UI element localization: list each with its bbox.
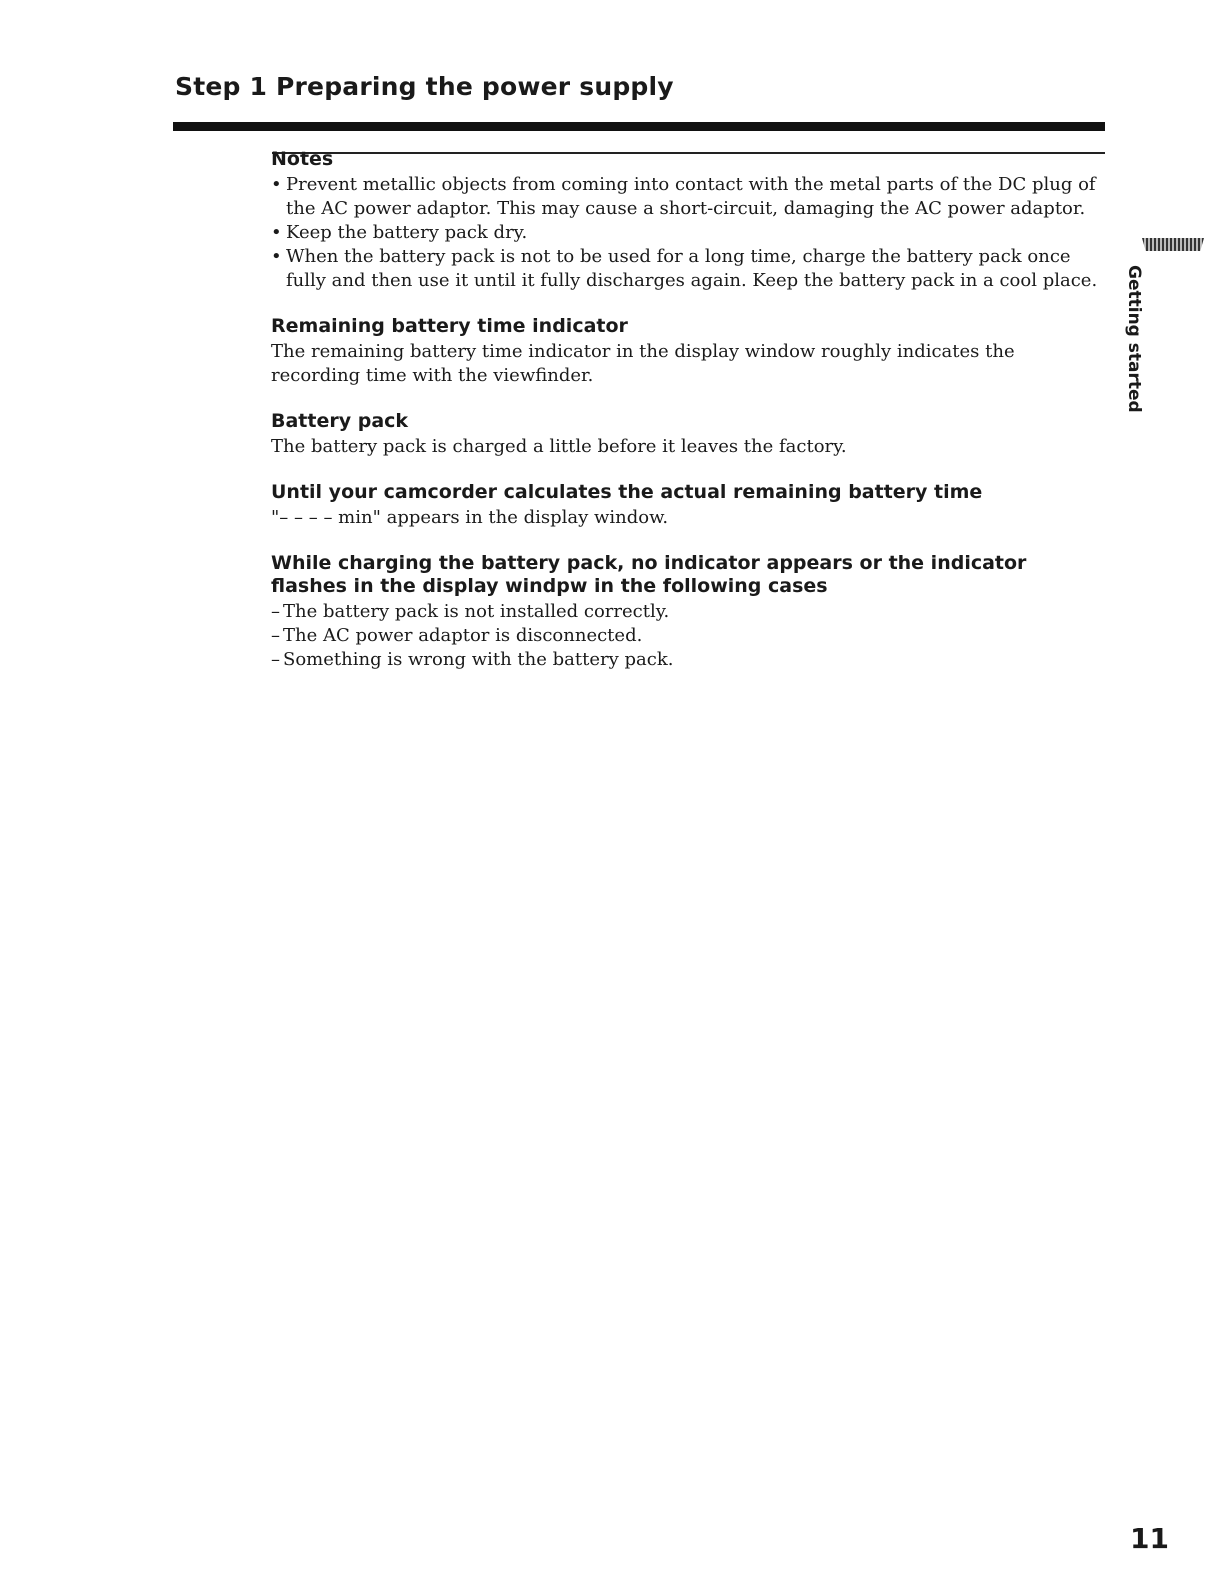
- note-text: When the battery pack is not to be used for a long time, charge the battery pack once fully and then use it until it fully discharges again. Keep the battery pack in a cool place.: [286, 246, 1098, 291]
- section-charging-cases: [271, 552, 1101, 672]
- bullet-icon: •: [271, 174, 282, 195]
- section-heading: Remaining battery time indicator: [271, 315, 628, 337]
- list-item: [271, 600, 1101, 624]
- notes-heading: Notes: [271, 148, 334, 170]
- page-number: 11: [1130, 1522, 1169, 1555]
- title-rule: [173, 122, 1105, 131]
- section-remaining-time: [271, 315, 1101, 388]
- list-item: [271, 173, 1101, 221]
- note-text: Keep the battery pack dry.: [286, 222, 528, 243]
- bullet-icon: •: [271, 222, 282, 243]
- section-calculating-time: [271, 481, 1101, 530]
- section-heading: Until your camcorder calculates the actual remaining battery time: [271, 481, 983, 503]
- chapter-side-label: Getting started: [1124, 265, 1144, 413]
- section-body: The remaining battery time indicator in the display window roughly indicates the recording time with the viewfinder.: [271, 341, 1015, 386]
- dash-icon: –: [271, 601, 280, 622]
- section-heading: Battery pack: [271, 410, 409, 432]
- section-heading: While charging the battery pack, no indicator appears or the indicator flashes in the display windpw in the following cases: [271, 552, 1027, 597]
- list-item: [271, 221, 1101, 245]
- list-item: [271, 624, 1101, 648]
- content: [271, 146, 1101, 672]
- dash-icon: –: [271, 649, 280, 670]
- case-text: The battery pack is not installed correctly.: [283, 601, 670, 622]
- dash-icon: –: [271, 625, 280, 646]
- chapter-tab-marker: [1142, 238, 1204, 251]
- case-text: The AC power adaptor is disconnected.: [283, 625, 643, 646]
- list-item: [271, 245, 1101, 293]
- section-battery-pack: [271, 410, 1101, 459]
- bullet-icon: •: [271, 246, 282, 267]
- cases-list: [271, 600, 1101, 672]
- list-item: [271, 648, 1101, 672]
- note-text: Prevent metallic objects from coming into contact with the metal parts of the DC plug of the AC power adaptor. This may cause a short-circuit, damaging the AC power adaptor.: [286, 174, 1096, 219]
- page-title: Step 1 Preparing the power supply: [175, 72, 674, 101]
- notes-list: [271, 173, 1101, 293]
- section-body: "– – – – min" appears in the display window.: [271, 507, 669, 528]
- section-body: The battery pack is charged a little before it leaves the factory.: [271, 436, 847, 457]
- case-text: Something is wrong with the battery pack.: [283, 649, 674, 670]
